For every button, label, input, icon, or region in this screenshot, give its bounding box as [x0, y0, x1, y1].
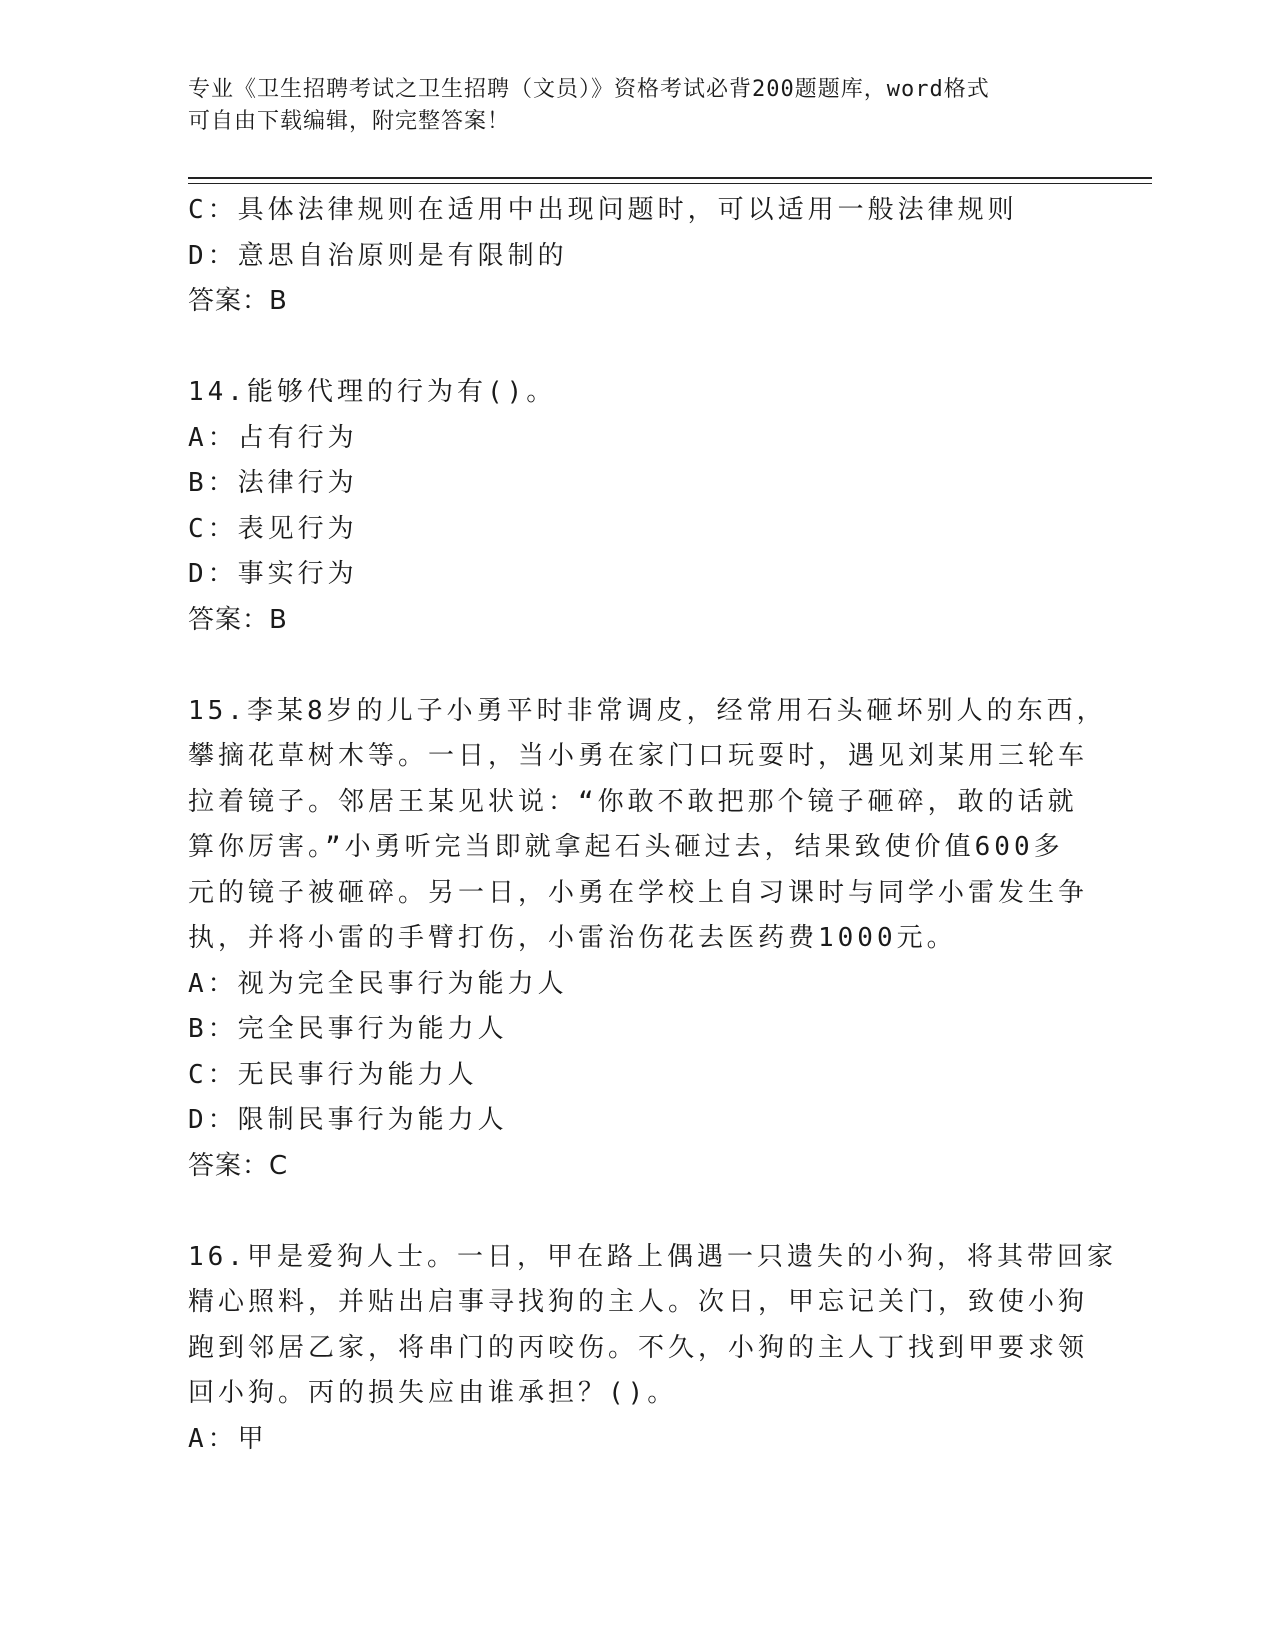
option-b: B：完全民事行为能力人	[188, 1014, 508, 1044]
header-divider-thick	[188, 177, 1152, 179]
question-stem-line: 16.甲是爱狗人士。一日，甲在路上偶遇一只遗失的小狗，将其带回家	[188, 1241, 1117, 1272]
option-a: A：占有行为	[188, 422, 358, 453]
question-stem-line: 精心照料，并贴出启事寻找狗的主人。次日，甲忘记关门，致使小狗	[188, 1287, 1089, 1317]
question-stem-line: 攀摘花草树木等。一日，当小勇在家门口玩耍时，遇见刘某用三轮车	[188, 741, 1089, 771]
question-stem-line: 15.李某8岁的儿子小勇平时非常调皮，经常用石头砸坏别人的东西，	[188, 695, 1107, 726]
question-stem-line: 跑到邻居乙家，将串门的丙咬伤。不久，小狗的主人丁找到甲要求领	[188, 1332, 1089, 1363]
question-stem-line: 执，并将小雷的手臂打伤，小雷治伤花去医药费1000元。	[188, 923, 957, 953]
answer-line: 答案：B	[188, 604, 288, 635]
option-c: C：具体法律规则在适用中出现问题时，可以适用一般法律规则	[188, 195, 1018, 225]
option-b: B：法律行为	[188, 468, 358, 498]
answer-line: 答案：B	[188, 286, 288, 316]
option-d: D：事实行为	[188, 559, 358, 589]
question-16	[188, 1235, 1117, 1463]
question-stem-line: 拉着镜子。邻居王某见状说：“你敢不敢把那个镜子砸碎，敢的话就	[188, 786, 1078, 817]
question-stem-line: 回小狗。丙的损失应由谁承担？()。	[188, 1378, 678, 1408]
question-stem-line: 元的镜子被砸碎。另一日，小勇在学校上自习课时与同学小雷发生争	[188, 877, 1089, 908]
answer-line: 答案：C	[188, 1150, 289, 1181]
spacer	[188, 1189, 1088, 1235]
question-stem: 14.能够代理的行为有()。	[188, 377, 557, 407]
header-divider-thin	[188, 183, 1152, 184]
header-line-2: 可自由下载编辑，附完整答案！	[188, 109, 511, 134]
header-line-1: 专业《卫生招聘考试之卫生招聘（文员）》资格考试必背200题题库，word格式	[188, 77, 990, 102]
option-a: A：视为完全民事行为能力人	[188, 968, 568, 999]
option-d: D：意思自治原则是有限制的	[188, 240, 568, 271]
question-13-tail	[188, 188, 1088, 325]
option-d: D：限制民事行为能力人	[188, 1105, 508, 1135]
option-c: C：表见行为	[188, 513, 358, 544]
document-header	[188, 74, 1088, 138]
option-a: A：甲	[188, 1423, 268, 1454]
spacer	[188, 325, 1088, 371]
question-14	[188, 370, 1088, 643]
question-stem-line: 算你厉害。”小勇听完当即就拿起石头砸过去，结果致使价值600多	[188, 832, 1064, 862]
question-15	[188, 689, 1107, 1190]
spacer	[188, 643, 1088, 689]
question-list	[188, 188, 1117, 1462]
option-c: C：无民事行为能力人	[188, 1059, 478, 1090]
